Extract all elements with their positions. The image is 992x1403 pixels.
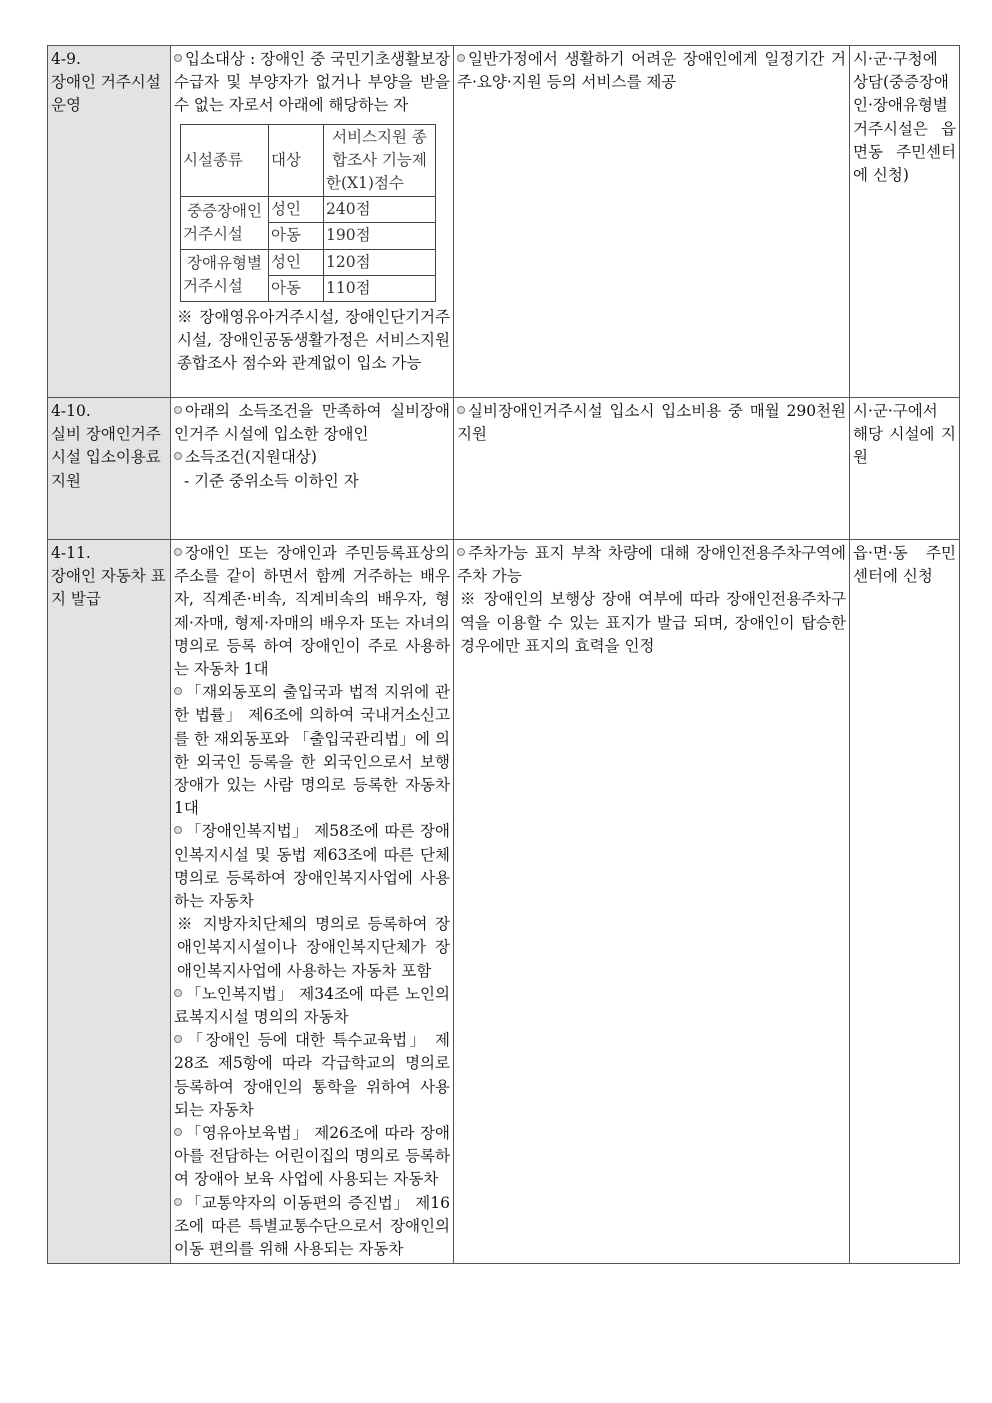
target-group: 성인 [269, 197, 324, 223]
target-text: 「장애인 등에 대한 특수교육법」 제28조 제5항에 따라 각급학교의 명의로 등록하여 장애인의 통학을 위하여 사용 되는 자동차 [174, 1031, 450, 1119]
bullet-icon [174, 989, 182, 997]
bullet-icon [174, 548, 182, 556]
bullet-icon [174, 687, 182, 695]
content-note: ※ 장애인의 보행상 장애 여부에 따라 장애인전용주차구역을 이용할 수 있는 표지가 발급 되며, 장애인이 탑승한 경우에만 표지의 효력을 인정 [460, 590, 846, 655]
content-text: 주차가능 표지 부착 차량에 대해 장애인전용주차구역에 주차 가능 [457, 544, 846, 586]
target-cell [171, 540, 454, 1264]
service-title [48, 46, 171, 398]
subtable-header-row [181, 124, 436, 197]
target-text: 아래의 소득조건을 만족하여 실비장애인거주 시설에 입소한 장애인 [174, 402, 450, 444]
service-title-text: 4-10. 실비 장애인거주시설 입소이용료 지원 [51, 402, 161, 490]
facility-type: 장애유형별거주시설 [181, 249, 269, 301]
bullet-icon [457, 406, 465, 414]
subtable-row [181, 197, 436, 223]
bullet-icon [174, 826, 182, 834]
bullet-icon [174, 1198, 182, 1206]
table-row [48, 540, 960, 1264]
target-text: 「장애인복지법」 제58조에 따른 장애인복지시설 및 동법 제63조에 따른 단체 명의로 등록하여 장애인복지사업에 사용하는 자동차 [174, 822, 450, 911]
apply-cell [850, 540, 960, 1264]
target-group: 성인 [269, 249, 324, 275]
bullet-icon [174, 1035, 182, 1043]
score: 240점 [324, 197, 436, 223]
content-cell [454, 398, 850, 540]
score: 190점 [324, 223, 436, 249]
target-text: 「노인복지법」 제34조에 따른 노인의료복지시설 명의의 자동차 [174, 984, 450, 1027]
apply-text: 시·군·구에서 해당 시설에 지원 [853, 402, 956, 467]
target-text: 입소대상 : 장애인 중 국민기초생활보장수급자 및 부양자가 없거나 부양을 받을 수 없는 자로서 아래에 해당하는 자 [174, 50, 450, 115]
target-subitem: - 기준 중위소득 이하인 자 [184, 471, 359, 490]
criteria-subtable [180, 124, 436, 302]
bullet-icon [174, 452, 182, 460]
target-text: 「영유아보육법」 제26조에 따라 장애아를 전담하는 어린이집의 명의로 등록하여 장애아 보육 사업에 사용되는 자동차 [174, 1124, 450, 1189]
target-text: 장애인 또는 장애인과 주민등록표상의 주소를 같이 하면서 함께 거주하는 배우자, 직계존·비속, 직계비속의 배우자, 형제·자매, 형제·자매의 배우자 또는 자녀의 명의로 등록 하여 장애인이 주로 사용하는 자동차 1대 [174, 544, 450, 679]
service-title [48, 398, 171, 540]
target-text: 「교통약자의 이동편의 증진법」 제16조에 따른 특별교통수단으로서 장애인의 이동 편의를 위해 사용되는 자동차 [174, 1193, 450, 1259]
score: 110점 [324, 275, 436, 301]
score: 120점 [324, 249, 436, 275]
target-note: ※ 지방자치단체의 명의로 등록하여 장애인복지시설이나 장애인복지단체가 장애인복지사업에 사용하는 자동차 포함 [177, 915, 450, 980]
target-group: 아동 [269, 223, 324, 249]
subtable-header: 서비스지원 종합조사 기능제한(X1)점수 [324, 124, 436, 197]
content-text: 실비장애인거주시설 입소시 입소비용 중 매월 290천원 지원 [457, 402, 846, 444]
table-row [48, 46, 960, 398]
bullet-icon [457, 548, 465, 556]
bullet-icon [457, 54, 465, 62]
target-cell [171, 398, 454, 540]
bullet-icon [174, 54, 182, 62]
apply-text: 읍·면·동 주민센터에 신청 [853, 544, 956, 586]
content-text: 일반가정에서 생활하기 어려운 장애인에게 일정기간 거주·요양·지원 등의 서비스를 제공 [457, 50, 846, 92]
services-table [47, 45, 960, 1264]
apply-cell [850, 46, 960, 398]
target-text: 소득조건(지원대상) [185, 448, 317, 467]
target-cell [171, 46, 454, 398]
apply-cell [850, 398, 960, 540]
bullet-icon [174, 1128, 182, 1136]
subtable-header: 대상 [269, 124, 324, 197]
target-note: ※ 장애영유아거주시설, 장애인단기거주시설, 장애인공동생활가정은 서비스지원 종합조사 점수와 관계없이 입소 가능 [177, 308, 450, 373]
service-title-text: 4-11. 장애인 자동차 표지 발급 [51, 544, 166, 609]
facility-type: 중증장애인거주시설 [181, 197, 269, 249]
target-text: 「재외동포의 출입국과 법적 지위에 관한 법률」 제6조에 의하여 국내거소신고를 한 재외동포와 「출입국관리법」에 의한 외국인 등록을 한 외국인으로서 보행장애가 있는 사람 명의로 등록한 자동차 1대 [174, 683, 450, 818]
service-title [48, 540, 171, 1264]
table-row [48, 398, 960, 540]
target-group: 아동 [269, 275, 324, 301]
service-title-text: 4-9. 장애인 거주시설 운영 [51, 50, 161, 115]
bullet-icon [174, 406, 182, 414]
content-cell [454, 46, 850, 398]
apply-text: 시·군·구청에 상담(중증장애인·장애유형별 거주시설은 읍면동 주민센터에 신청) [853, 50, 956, 185]
subtable-header: 시설종류 [181, 124, 269, 197]
subtable-row [181, 249, 436, 275]
content-cell [454, 540, 850, 1264]
